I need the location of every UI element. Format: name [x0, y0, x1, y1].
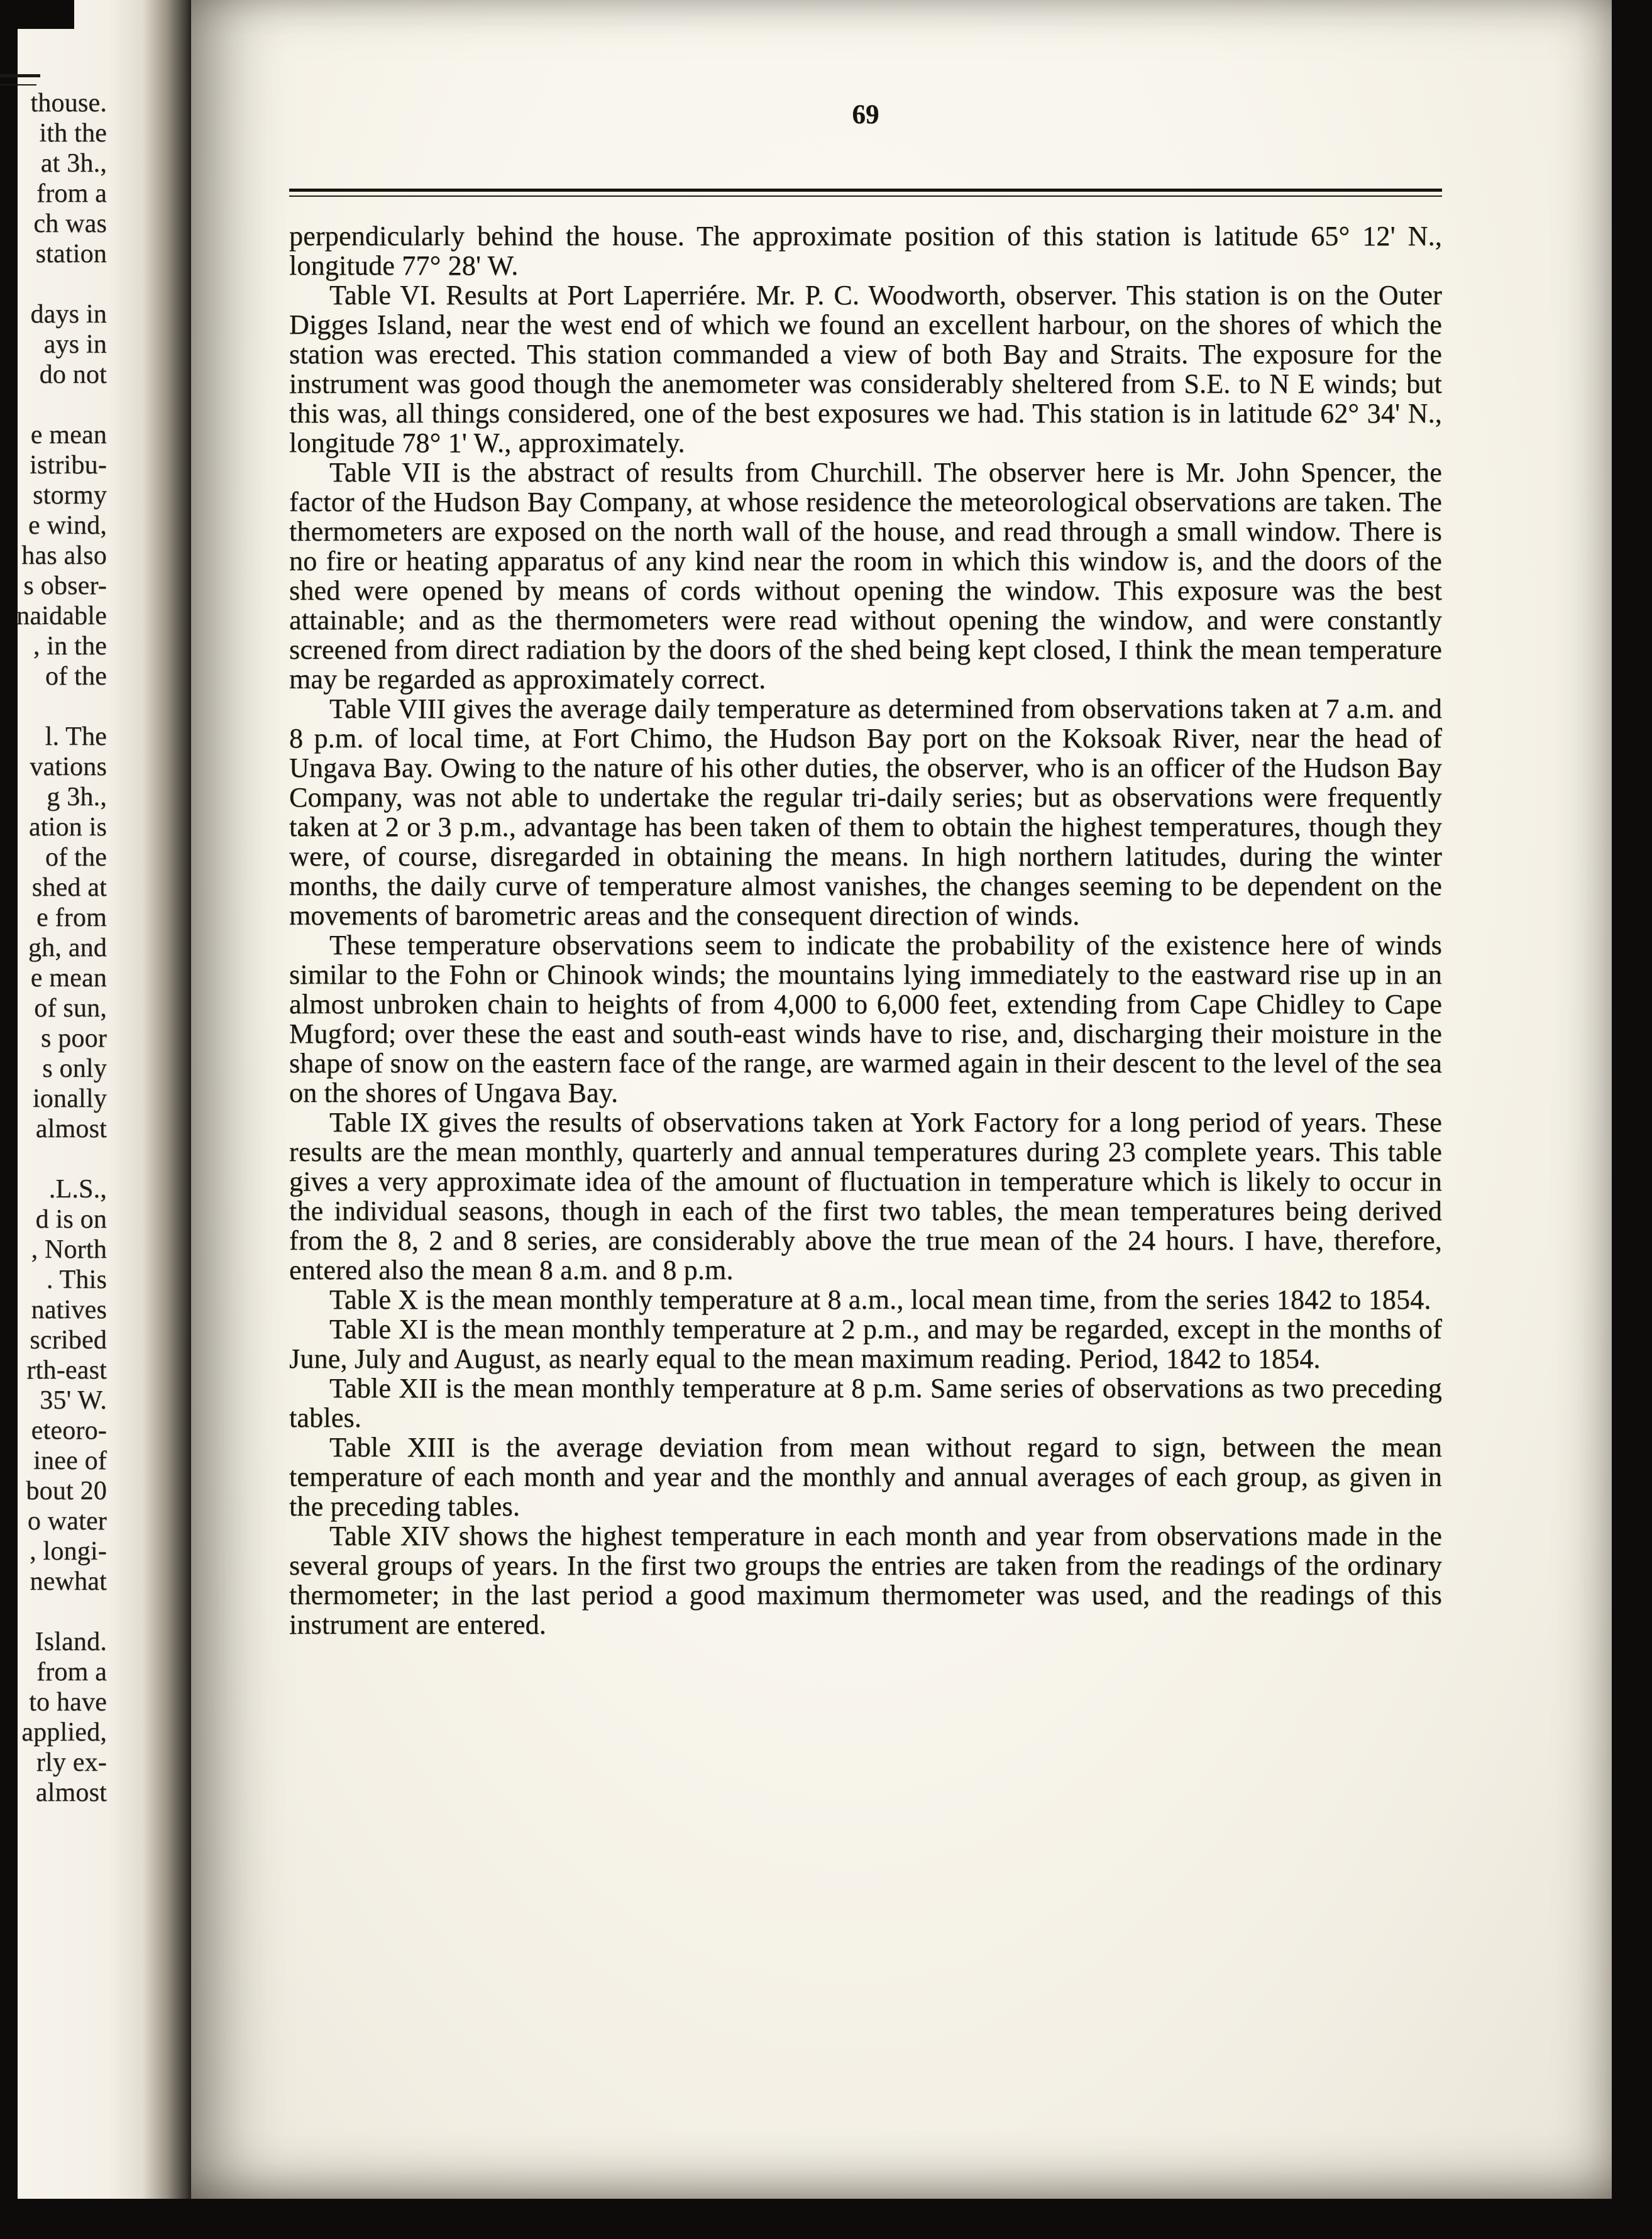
- left-page-text-fragment: , longi-: [30, 1537, 107, 1566]
- left-page-text-fragment: bout 20: [26, 1477, 107, 1505]
- left-page-text-fragment: ation is: [28, 813, 107, 842]
- page-text: [289, 221, 1442, 1639]
- header-rule: [289, 189, 1442, 197]
- left-page-text-fragment: 35' W.: [40, 1386, 107, 1415]
- paragraph: Table XIII is the average deviation from mean without regard to sign, between the mean temperature of each month and year and the monthly and annual averages of each group, as given in the preceding tables.: [289, 1432, 1442, 1522]
- left-page-text-fragment: d is on: [35, 1205, 107, 1234]
- paragraph-gap: [0, 1597, 107, 1627]
- left-page-text-fragment: e mean: [30, 421, 107, 449]
- left-page-text-fragment: almost: [35, 1114, 107, 1143]
- left-page-text-fragment: of sun,: [34, 994, 107, 1023]
- left-page-text-fragment: stormy: [33, 481, 107, 510]
- left-page-text-fragment: has also: [21, 541, 107, 570]
- left-page-text-fragment: natives: [31, 1296, 107, 1324]
- left-page-text-fragment: o water: [27, 1507, 107, 1536]
- left-page-text-fragment: ith the: [39, 119, 107, 148]
- left-page-text-fragment: , North: [31, 1235, 107, 1264]
- paragraph-gap: [0, 691, 107, 722]
- left-page-text-fragment: . This: [46, 1265, 107, 1294]
- paragraph: Table XIV shows the highest temperature in each month and year from observations made in the several groups of years. In the first two groups the entries are taken from the readings of the ordinary thermometer; in the last period a good maximum thermometer was used, and the readings of this instrument are entered.: [289, 1521, 1442, 1640]
- left-page-text-fragment: station: [35, 239, 107, 268]
- left-page-text-fragment: of the: [45, 843, 107, 872]
- left-page-text-fragment: newhat: [30, 1567, 107, 1596]
- left-page-text-fragment: thouse.: [30, 89, 107, 118]
- left-page-text-fragment: istribu-: [30, 451, 107, 480]
- left-page-text-fragment: rly ex-: [36, 1748, 107, 1777]
- left-page-text-fragment: do not: [39, 360, 107, 389]
- left-page-text-fragment: e mean: [30, 964, 107, 993]
- left-page-text-fragment: scribed: [30, 1326, 107, 1355]
- left-page-text-fragment: shed at: [31, 873, 107, 902]
- paragraph: Table X is the mean monthly temperature at 8 a.m., local mean time, from the series 1842 to 1854.: [329, 1284, 1431, 1315]
- left-page-text-fragment: ays in: [43, 330, 107, 359]
- paragraph: These temperature observations seem to indicate the probability of the existence here of winds similar to the Fohn or Chinook winds; the mountains lying immediately to the eastward rise up in an almost unbroken chain to heights of from 4,000 to 6,000 feet, extending from Cape Chidley to Cape Mugford; over these the east and south-east winds have to rise, and, discharging their moisture in the shape of snow on the eastern face of the range, are warmed again in their descent to the level of the sea on the shores of Ungava Bay.: [289, 930, 1443, 1108]
- left-page-text-fragment: e from: [36, 903, 107, 932]
- left-page-text-fragment: of the: [45, 662, 107, 691]
- left-page-text-fragment: .L.S.,: [48, 1175, 107, 1204]
- left-page-text-fragment: from a: [36, 179, 107, 208]
- left-page-header-rule-fragment: [0, 74, 40, 77]
- paragraph: Table XI is the mean monthly temperature at 2 p.m., and may be regarded, except in the months of June, July and August, as nearly equal to the mean maximum reading. Period, 1842 to 1854.: [289, 1314, 1442, 1374]
- paragraph: Table VIII gives the average daily temperature as determined from observations taken at 7 a.m. and 8 p.m. of local time, at Fort Chimo, the Hudson Bay port on the Koksoak River, near the head of Ungava Bay. Owing to the nature of his other duties, the observer, who is an officer of the Hudson Bay Company, was not able to undertake the regular tri-daily series; but as observations were frequently taken at 2 or 3 p.m., advantage has been taken of them to obtain the highest temperatures, though they were, of course, disregarded in obtaining the means. In high northern latitudes, during the winter months, the daily curve of temperature almost vanishes, the changes seeming to be dependent on the movements of barometric areas and the consequent direction of winds.: [289, 693, 1442, 931]
- left-page-text-fragment: Island.: [35, 1627, 107, 1656]
- paragraph-gap: [0, 390, 107, 420]
- left-page-text-fragment: l. The: [45, 722, 107, 751]
- header-rule-thick: [289, 189, 1442, 192]
- left-page-text-fragment: s only: [42, 1054, 107, 1083]
- left-page-text-fragment: eteoro-: [31, 1416, 107, 1445]
- left-page-text-fragment: applied,: [21, 1718, 107, 1747]
- book-page: [191, 0, 1612, 2199]
- left-page-text-fragment: days in: [30, 300, 107, 329]
- paragraph-gap: [0, 1144, 107, 1174]
- left-page-text-fragment: ionally: [32, 1084, 107, 1113]
- paragraph: Table VII is the abstract of results from Churchill. The observer here is Mr. John Spencer, the factor of the Hudson Bay Company, at whose residence the meteorological observations are taken. The thermometers are exposed on the north wall of the house, and read through a small window. There is no fire or heating apparatus of any kind near the room in which this window is, and the doors of the shed were opened by means of cords without opening the window. This exposure was the best attainable; and as the thermometers were read without opening the window, and were constantly screened from direct radiation by the doors of the shed being kept closed, I think the mean temperature may be regarded as approximately correct.: [289, 457, 1442, 695]
- header-rule-thin: [289, 195, 1442, 197]
- left-page-text-fragment: , in the: [33, 632, 107, 661]
- left-page-text-fragment: ch was: [33, 209, 107, 238]
- left-page-text-fragment: to have: [29, 1688, 107, 1717]
- left-page-text-fragment: g 3h.,: [47, 783, 107, 811]
- left-page-text-fragment: gh, and: [28, 933, 107, 962]
- left-page-text-fragment: inee of: [33, 1446, 107, 1475]
- left-page-text-fragment: rth-east: [26, 1356, 107, 1385]
- left-page-text-fragment: from a: [36, 1658, 107, 1686]
- left-page-text-fragment: s obser-: [23, 571, 107, 600]
- left-page-text-fragment: vations: [30, 752, 107, 781]
- left-page-text-column: [0, 88, 107, 1808]
- left-page-header-rule-fragment: [0, 84, 36, 85]
- paragraph: perpendicularly behind the house. The approximate position of this station is latitude 65° 12' N., longitude 77° 28' W.: [289, 221, 1442, 281]
- paragraph-gap: [0, 269, 107, 299]
- left-page-text-fragment: s poor: [40, 1024, 107, 1053]
- left-page-text-fragment: e wind,: [28, 511, 107, 540]
- paragraph: Table IX gives the results of observations taken at York Factory for a long period of years. These results are the mean monthly, quarterly and annual temperatures during 23 complete years. This table gives a very approximate idea of the amount of fluctuation in temperature which is likely to occur in the individual seasons, though in each of the first two tables, the mean temperatures being derived from the 8, 2 and 8 series, are considerably above the true mean of the 24 hours. I have, therefore, entered also the mean 8 a.m. and 8 p.m.: [289, 1107, 1442, 1285]
- scan-edge-artifact: [0, 0, 74, 29]
- left-page-text-fragment: naidable: [16, 602, 107, 630]
- left-page-text-fragment: almost: [35, 1778, 107, 1807]
- paragraph: Table VI. Results at Port Laperriére. Mr. P. C. Woodworth, observer. This station is on the Outer Digges Island, near the west end of which we found an excellent harbour, on the shores of which the station was erected. This station commanded a view of both Bay and Straits. The exposure for the instrument was good though the anemometer was considerably sheltered from S.E. to N E winds; but this was, all things considered, one of the best exposures we had. This station is in latitude 62° 34' N., longitude 78° 1' W., approximately.: [289, 280, 1442, 458]
- page-number: 69: [852, 100, 879, 129]
- left-page-text-fragment: at 3h.,: [40, 149, 107, 178]
- paragraph: Table XII is the mean monthly temperature at 8 p.m. Same series of observations as two preceding tables.: [289, 1373, 1442, 1433]
